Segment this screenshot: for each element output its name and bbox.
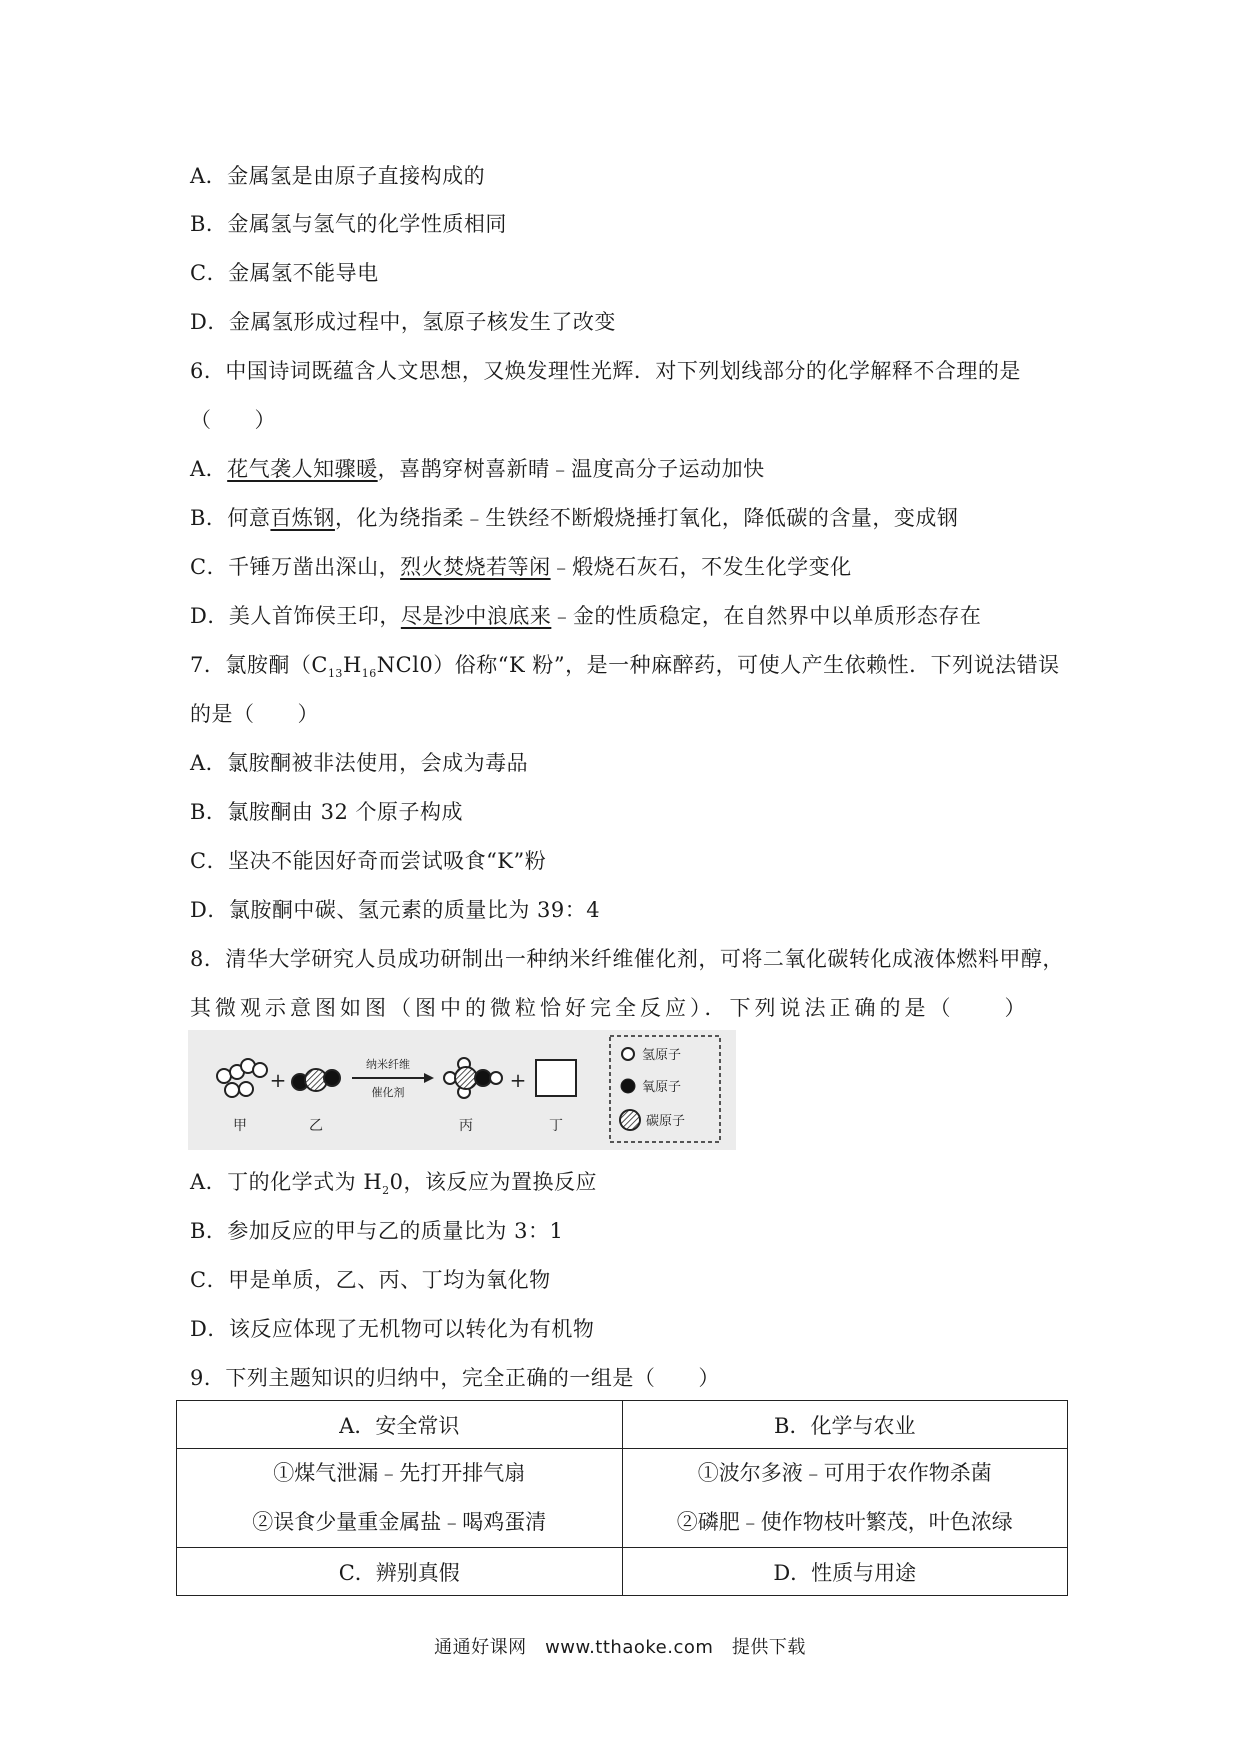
carbon-dioxide-molecule [292, 1069, 340, 1091]
q6-b-prefix: B．何意 [190, 506, 271, 530]
table-row [177, 1449, 1068, 1548]
q7-stem [190, 651, 1060, 679]
q8-a-subscript: 2 [382, 1184, 390, 1198]
q6-c-explanation: ﹣煅烧石灰石，不发生化学变化 [550, 555, 852, 579]
q5-option-d: D．金属氢形成过程中，氢原子核发生了改变 [190, 310, 616, 334]
cell-a-line-2: ②误食少量重金属盐﹣喝鸡蛋清 [252, 1510, 547, 1534]
q6-option-a [190, 455, 765, 483]
legend-hydrogen-label: 氢原子 [642, 1048, 682, 1063]
q8-stem-2: 其微观示意图如图（图中的微粒恰好完全反应）．下列说法正确的是（ ） [190, 996, 1030, 1020]
q8-a-prefix: A．丁的化学式为 H [190, 1170, 383, 1194]
q7-option-b: B．氯胺酮由 32 个原子构成 [190, 800, 464, 824]
unknown-product-box [536, 1060, 576, 1096]
q6-option-d [190, 602, 981, 630]
q5-option-a: A．金属氢是由原子直接构成的 [190, 164, 486, 188]
cell-a-body [177, 1449, 623, 1548]
cell-c-heading: C．辨别真假 [177, 1548, 623, 1596]
q6-b-underlined: 百炼钢 [270, 506, 335, 530]
cell-a-line-1: ①煤气泄漏﹣先打开排气扇 [273, 1461, 526, 1485]
q9-topic-table [176, 1400, 1068, 1596]
table-row [177, 1548, 1068, 1596]
label-jia: 甲 [233, 1118, 247, 1134]
cell-b-line-1: ①波尔多液﹣可用于农作物杀菌 [697, 1461, 992, 1485]
q7-option-a: A．氯胺酮被非法使用，会成为毒品 [190, 751, 529, 775]
q6-a-prefix: A． [190, 457, 228, 481]
q8-stem: 8．清华大学研究人员成功研制出一种纳米纤维催化剂，可将二氧化碳转化成液体燃料甲醇， [190, 947, 1064, 971]
reaction-diagram-svg [188, 1030, 736, 1150]
q8-option-c: C．甲是单质，乙、丙、丁均为氧化物 [190, 1268, 551, 1292]
methanol-molecule [444, 1058, 502, 1098]
q6-c-underlined: 烈火焚烧若等闲 [400, 555, 551, 579]
q7-sub-hydrogen: 16 [361, 667, 377, 681]
q7-stem-2: 的是（ ） [190, 702, 319, 726]
arrow-label-top: 纳米纤维 [366, 1058, 410, 1071]
legend-carbon-icon [620, 1110, 640, 1130]
q7-option-d: D．氯胺酮中碳、氢元素的质量比为 39：4 [190, 898, 601, 922]
q8-option-d: D．该反应体现了无机物可以转化为有机物 [190, 1317, 595, 1341]
q7-stem-h: H [342, 653, 362, 677]
cell-a-heading: A．安全常识 [177, 1401, 623, 1449]
label-bing: 丙 [459, 1118, 473, 1134]
q6-d-underlined: 尽是沙中浪底来 [400, 604, 552, 628]
q7-stem-prefix: 7．氯胺酮（C [190, 653, 328, 677]
q6-stem: 6．中国诗词既蕴含人文思想，又焕发理性光辉．对下列划线部分的化学解释不合理的是 [190, 359, 1021, 383]
reaction-arrow-head [424, 1073, 434, 1083]
cell-b-line-2: ②磷肥﹣使作物枝叶繁茂，叶色浓绿 [676, 1510, 1013, 1534]
label-ding: 丁 [549, 1118, 563, 1134]
legend-oxygen-label: 氧原子 [642, 1080, 682, 1095]
q7-option-c: C．坚决不能因好奇而尝试吸食“K”粉 [190, 849, 547, 873]
table-row [177, 1401, 1068, 1449]
q6-a-underlined: 花气袭人知骤暖 [227, 457, 378, 481]
plus-sign-2: + [509, 1068, 527, 1092]
q9-stem: 9．下列主题知识的归纳中，完全正确的一组是（ ） [190, 1366, 720, 1390]
q6-option-b [190, 504, 958, 532]
label-yi: 乙 [309, 1118, 323, 1134]
arrow-label-bottom: 催化剂 [371, 1086, 405, 1099]
q6-a-explanation: ，喜鹊穿树喜新晴﹣温度高分子运动加快 [377, 457, 765, 481]
q8-a-suffix: 0，该反应为置换反应 [389, 1170, 598, 1194]
q7-stem-suffix: NCl0）俗称“K 粉”，是一种麻醉药，可使人产生依赖性．下列说法错误 [376, 653, 1060, 677]
hydrogen-molecules-group [217, 1059, 267, 1097]
q7-sub-carbon: 13 [327, 667, 343, 681]
q5-option-c: C．金属氢不能导电 [190, 261, 379, 285]
q8-option-a [190, 1168, 597, 1196]
q6-d-prefix: D．美人首饰侯王印， [190, 604, 401, 628]
q6-b-explanation: ，化为绕指柔﹣生铁经不断煅烧捶打氧化，降低碳的含量，变成钢 [334, 506, 959, 530]
legend-hydrogen-icon [622, 1048, 634, 1060]
cell-b-body [622, 1449, 1068, 1548]
q6-option-c [190, 553, 852, 581]
q8-option-b: B．参加反应的甲与乙的质量比为 3：1 [190, 1219, 564, 1243]
q6-d-explanation: ﹣金的性质稳定，在自然界中以单质形态存在 [551, 604, 982, 628]
q6-c-prefix: C．千锤万凿出深山， [190, 555, 401, 579]
legend-carbon-label: 碳原子 [646, 1114, 686, 1129]
page-footer: 通通好课网 www.tthaoke.com 提供下载 [434, 1637, 806, 1658]
q5-option-b: B．金属氢与氢气的化学性质相同 [190, 212, 507, 236]
plus-sign-1: + [269, 1068, 287, 1092]
cell-d-heading: D．性质与用途 [622, 1548, 1068, 1596]
cell-b-heading: B．化学与农业 [622, 1401, 1068, 1449]
reaction-diagram [188, 1030, 736, 1150]
q6-stem-brackets: （ ） [190, 408, 276, 432]
legend-oxygen-icon [621, 1079, 635, 1093]
